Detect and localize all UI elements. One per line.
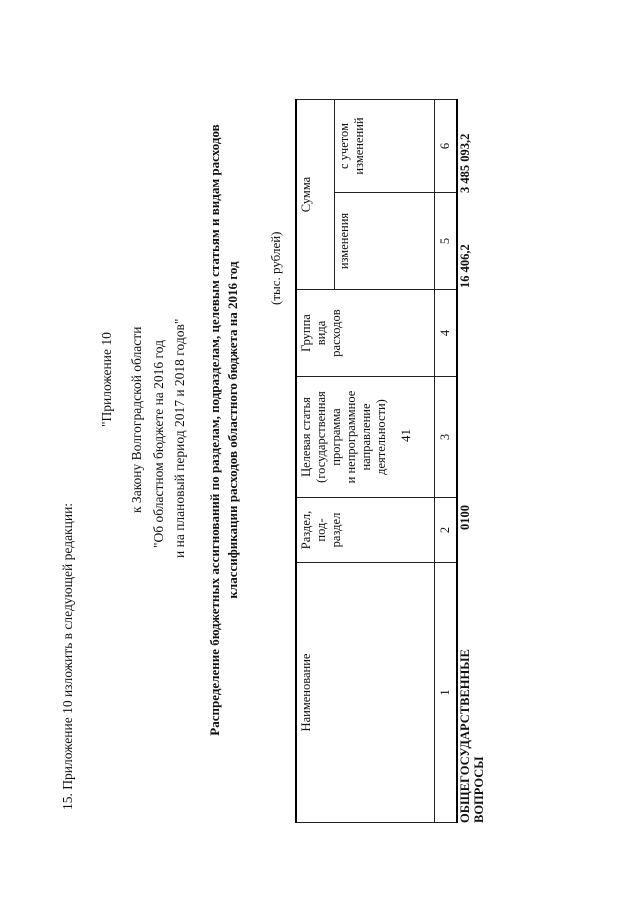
col-number-1: 1 bbox=[434, 563, 457, 823]
row-with-changes: 3 485 093,2 bbox=[458, 133, 472, 193]
appendix-line-2: "Об областном бюджете на 2016 год bbox=[151, 340, 166, 548]
col-header-name: Наименование bbox=[296, 563, 434, 823]
page-number: 41 bbox=[398, 429, 413, 442]
col-header-target-article: Целевая статья (государственная программа и непрограммное направление деятельности) bbox=[296, 377, 434, 498]
col-number-5: 5 bbox=[434, 193, 457, 290]
col-header-changes: изменения bbox=[334, 193, 434, 290]
row-section: 0100 bbox=[458, 505, 472, 530]
appendix-line-1: к Закону Волгоградской области bbox=[129, 326, 144, 513]
row-changes: 16 406,2 bbox=[458, 244, 472, 288]
col-header-expense-group: Группа вида расходов bbox=[296, 290, 434, 377]
col-header-with-changes: с учетом изменений bbox=[334, 100, 434, 193]
col-header-section: Раздел, под- раздел bbox=[296, 498, 434, 563]
row-name: ОБЩЕГОСУДАРСТВЕННЫЕ ВОПРОСЫ bbox=[458, 649, 486, 823]
col-number-6: 6 bbox=[434, 100, 457, 193]
col-header-sum: Сумма bbox=[296, 100, 334, 290]
col-number-2: 2 bbox=[434, 498, 457, 563]
appendix-line-3: и на плановый период 2017 и 2018 годов" bbox=[172, 318, 187, 558]
budget-table bbox=[295, 99, 458, 823]
col-number-3: 3 bbox=[434, 377, 457, 498]
col-number-4: 4 bbox=[434, 290, 457, 377]
units-label: (тыс. рублей) bbox=[268, 231, 283, 305]
intro-text: 15. Приложение 10 изложить в следующей редакции: bbox=[60, 502, 75, 810]
document-heading-line-1: Распределение бюджетных ассигнований по разделам, подразделам, целевым статьям и видам расходов bbox=[207, 124, 222, 736]
appendix-title: "Приложение 10 bbox=[99, 332, 114, 427]
document-heading-line-2: классификации расходов областного бюджета на 2016 год bbox=[225, 261, 240, 599]
